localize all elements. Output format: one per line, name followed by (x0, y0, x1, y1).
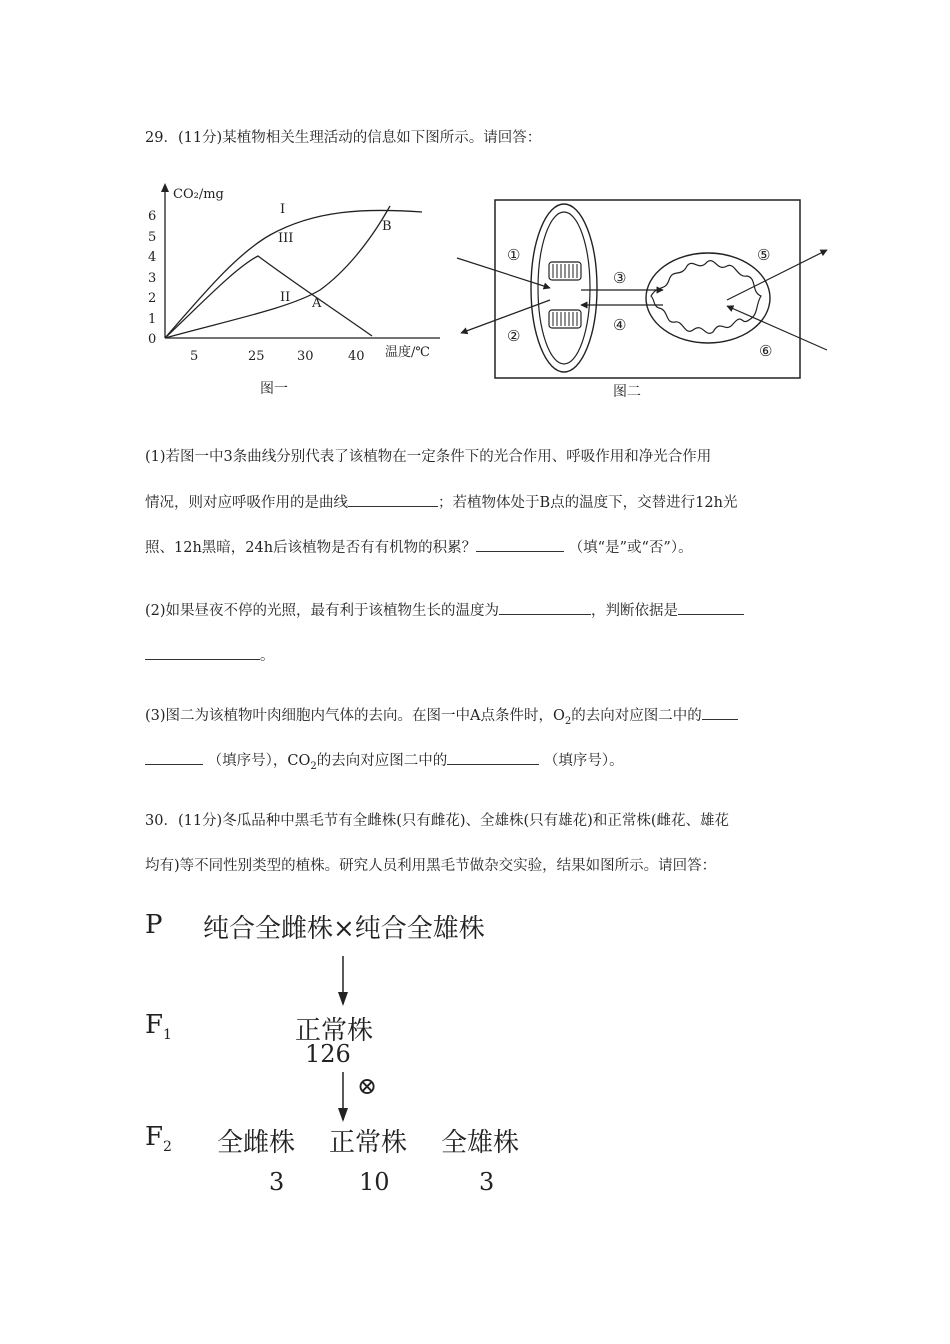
x-axis-label: 温度/℃ (385, 345, 430, 360)
x-tick: 40 (348, 349, 365, 364)
point-label-A: A (312, 296, 322, 311)
marker-5: ⑤ (757, 246, 771, 264)
marker-4: ④ (613, 316, 627, 334)
generation-f1-label: $F_1$ (145, 1010, 172, 1044)
y-tick: 2 (148, 291, 157, 306)
q29-part3-line1: (3)图二为该植物叶肉细胞内气体的去向。在图一中A点条件时，$O_2$的去向对应图二中的 (145, 705, 738, 732)
arrow-1 (457, 258, 550, 288)
answer-blank[interactable] (678, 600, 744, 615)
y-tick: 0 (148, 332, 157, 347)
y-axis-label: CO₂/mg (173, 187, 224, 202)
q29-part2-line1: (2)如果昼夜不停的光照，最有利于该植物生长的温度为 ，判断依据是 (145, 600, 744, 621)
mitochondrion-outer (646, 253, 770, 343)
parent-cross: 纯合全雌株×纯合全雄株 (203, 914, 485, 944)
f2-count: 3 (479, 1168, 495, 1196)
y-tick: 6 (148, 209, 157, 224)
figure-1-graph (140, 180, 450, 405)
y-axis-arrow (161, 183, 169, 192)
curve-III (165, 256, 372, 338)
q30-heading: 30．(11分)冬瓜品种中黑毛节有全雌株(只有雌花)、全雄株(只有雄花)和正常株(雌花、雄花 (145, 813, 729, 829)
curve-II (165, 206, 390, 338)
f1-count: 126 (305, 1040, 351, 1068)
arrow-2 (461, 300, 550, 333)
f2-phenotype: 全雄株 (441, 1128, 520, 1158)
cross-diagram (145, 900, 565, 1200)
y-tick: 5 (148, 230, 157, 245)
answer-blank[interactable] (702, 705, 738, 720)
marker-2: ② (507, 327, 521, 345)
selfing-symbol: ⊗ (357, 1072, 378, 1100)
x-tick: 30 (297, 349, 314, 364)
answer-blank[interactable] (145, 645, 260, 660)
arrow-p-to-f1 (335, 956, 351, 1008)
q29-part1-line2: 情况，则对应呼吸作用的是曲线 ；若植物体处于B点的温度下，交替进行12h光 (145, 492, 737, 513)
f2-phenotype: 正常株 (329, 1128, 408, 1158)
marker-6: ⑥ (759, 342, 773, 360)
q29-part1-line1: (1)若图一中3条曲线分别代表了该植物在一定条件下的光合作用、呼吸作用和净光合作用 (145, 449, 712, 465)
y-tick: 3 (148, 271, 157, 286)
x-tick: 5 (190, 349, 199, 364)
chloroplast-outer (531, 204, 597, 372)
f2-count: 10 (359, 1168, 390, 1196)
figure-2-caption: 图二 (613, 384, 641, 400)
y-tick: 1 (148, 312, 157, 327)
x-tick: 25 (248, 349, 265, 364)
q30-line2: 均有)等不同性别类型的植株。研究人员利用黑毛节做杂交实验，结果如图所示。请回答： (145, 858, 717, 874)
answer-blank[interactable] (499, 600, 591, 615)
marker-1: ① (507, 246, 521, 264)
answer-blank[interactable] (348, 492, 438, 507)
f1-phenotype: 正常株 (295, 1016, 374, 1046)
curve-label-II: II (280, 290, 291, 305)
arrow-6 (727, 306, 827, 350)
point-label-B: B (382, 219, 392, 234)
q29-part2-line2: 。 (145, 645, 275, 666)
y-tick: 4 (148, 250, 157, 265)
generation-p-label: P (145, 910, 163, 940)
marker-3: ③ (613, 269, 627, 287)
answer-blank[interactable] (447, 750, 539, 765)
q29-part3-line2: （填序号），$CO_2$的去向对应图二中的 （填序号）。 (145, 750, 624, 777)
answer-blank[interactable] (476, 537, 564, 552)
generation-f2-label: $F_2$ (145, 1122, 172, 1156)
answer-blank[interactable] (145, 750, 203, 765)
q29-heading: 29．(11分)某植物相关生理活动的信息如下图所示。请回答： (145, 130, 542, 146)
f2-count: 3 (269, 1168, 285, 1196)
arrow-f1-to-f2 (335, 1072, 351, 1124)
curve-label-I: I (280, 202, 286, 217)
figure-1-caption: 图一 (260, 381, 288, 397)
chloroplast-inner (538, 212, 590, 364)
q29-part1-line3: 照、12h黑暗，24h后该植物是否有有机物的积累？ （填“是”或“否”）。 (145, 537, 693, 558)
f2-phenotype: 全雌株 (217, 1128, 296, 1158)
mitochondrion-cristae (651, 261, 761, 334)
curve-label-III: III (278, 231, 294, 246)
figure-2-cell-diagram (455, 188, 835, 403)
